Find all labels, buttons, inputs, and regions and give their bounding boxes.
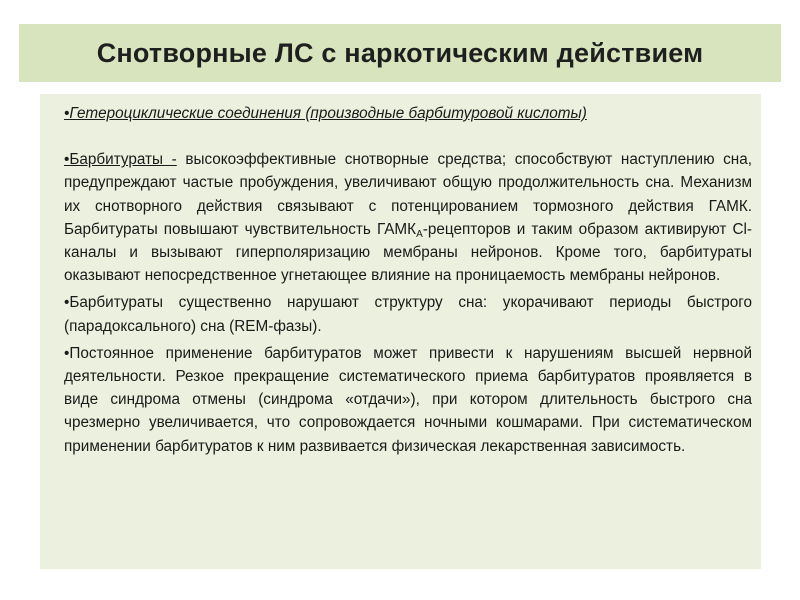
paragraph-dependence: •Постоянное применение барбитуратов может привести к нарушениям высшей нервной деятельности. Резкое прекращение систематического приема барбитуратов проявляется в виде синдрома отмены (синдрома «отдачи»), при котором длительность быстрого сна чрезмерно увеличивается, что сопровождается ночными кошмарами. При систематическом применении барбитуратов к ним развивается физическая лекарственная зависимость. — [64, 344, 752, 455]
paragraph-barbiturates — [64, 148, 752, 287]
paragraph-text-b: -рецепторов и таким образом активируют Cl-каналы и вызывают гиперполяризацию мембраны нейронов. Кроме того, барбитураты оказывают непосредственное угнетающее влияние на проницаемость мембраны нейронов. — [64, 220, 752, 285]
paragraph-lead: •Барбитураты - — [64, 151, 177, 169]
paragraph-sleep-structure: •Барбитураты существенно нарушают структуру сна: укорачивают периоды быстрого (парадоксального) сна (REM-фазы). — [64, 294, 752, 335]
subtitle: •Гетероциклические соединения (производные барбитуровой кислоты) — [64, 105, 587, 122]
slide-title-bar — [19, 24, 781, 82]
blank-line — [64, 125, 752, 148]
subscript-a: А — [416, 228, 423, 240]
content-box — [40, 94, 761, 569]
paragraph-text-a: высокоэффективные снотворные средства; способствуют наступлению сна, предупреждают частые пробуждения, увеличивают общую продолжительность сна. Механизм их снотворного действия связывают с потенцированием тормозного действия ГАМК. Барбитураты повышают чувствительность ГАМК — [64, 151, 752, 238]
slide-title: Снотворные ЛС с наркотическим действием — [96, 37, 704, 68]
